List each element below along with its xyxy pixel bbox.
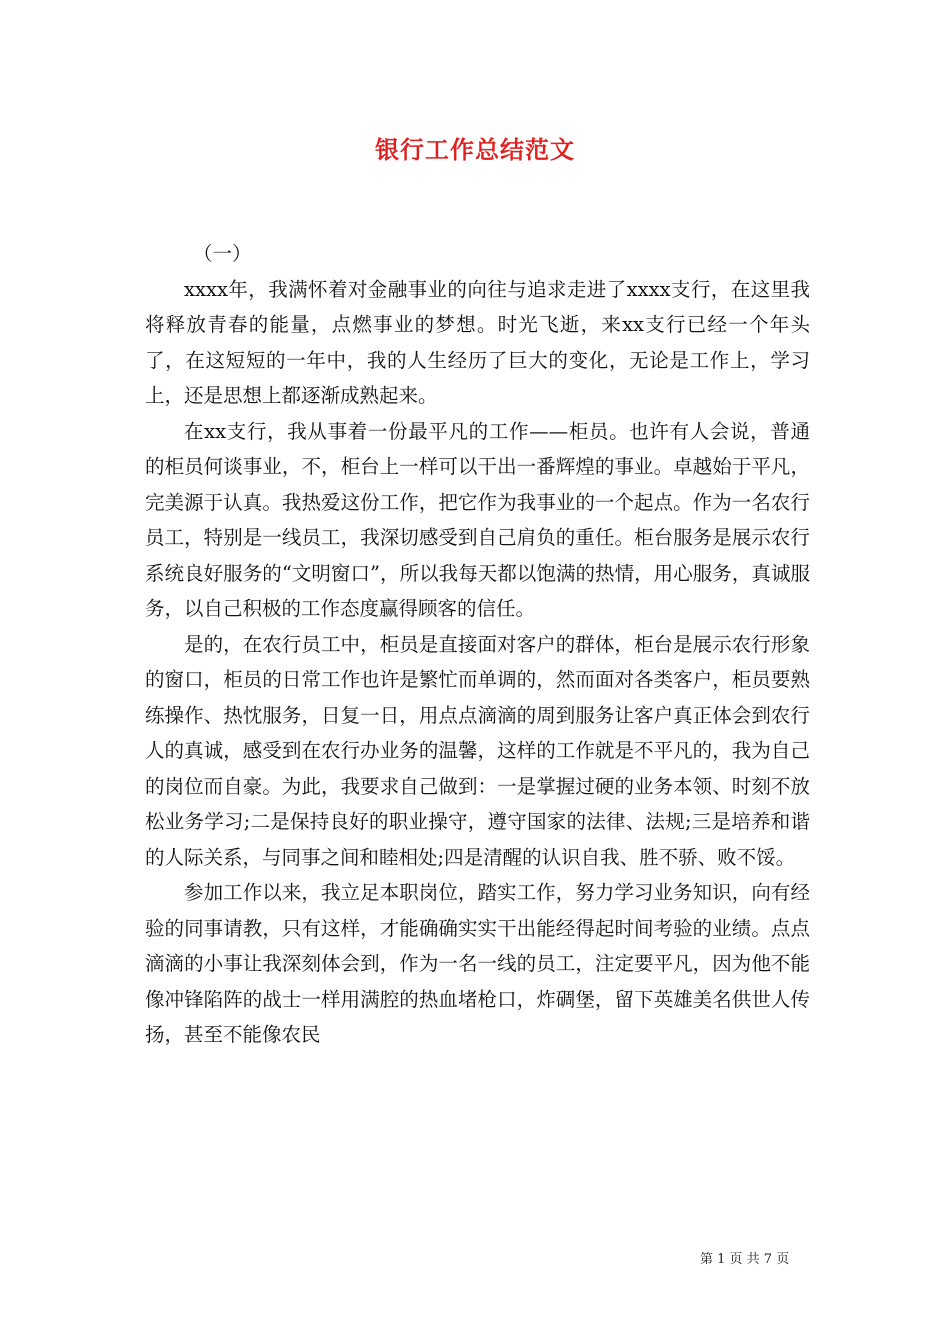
paragraph-3: 是的，在农行员工中，柜员是直接面对客户的群体，柜台是展示农行形象的窗口，柜员的日常工作也许是繁忙而单调的，然而面对各类客户，柜员要熟练操作、热忱服务，日复一日，用点点滴滴的周到服务让客户真正体会到农行人的真诚，感受到在农行办业务的温馨，这样的工作就是不平凡的，我为自己的岗位而自豪。为此，我要求自己做到：一是掌握过硬的业务本领、时刻不放松业务学习;二是保持良好的职业操守，遵守国家的法律、法规;三是培养和谐的人际关系，与同事之间和睦相处;四是清醒的认识自我、胜不骄、败不馁。: [145, 632, 810, 869]
paragraph-1: xxxx年，我满怀着对金融事业的向往与追求走进了xxxx支行，在这里我将释放青春的能量，点燃事业的梦想。时光飞逝，来xx支行已经一个年头了，在这短短的一年中，我的人生经历了巨大的变化，无论是工作上，学习上，还是思想上都逐渐成熟起来。: [145, 277, 810, 407]
page-indicator: 第 1 页 共 7 页: [700, 1252, 790, 1267]
section-label: （一）: [193, 242, 252, 265]
paragraph-4: 参加工作以来，我立足本职岗位，踏实工作，努力学习业务知识，向有经验的同事请教，只有这样，才能确确实实干出能经得起时间考验的业绩。点点滴滴的小事让我深刻体会到，作为一名一线的员工，注定要平凡，因为他不能像冲锋陷阵的战士一样用满腔的热血堵枪口，炸碉堡，留下英雄美名供世人传扬，甚至不能像农民: [145, 881, 810, 1046]
document-body: [145, 236, 810, 1053]
document-title: 银行工作总结范文: [375, 135, 575, 164]
paragraph-2: 在xx支行，我从事着一份最平凡的工作——柜员。也许有人会说，普通的柜员何谈事业，不，柜台上一样可以干出一番辉煌的事业。卓越始于平凡，完美源于认真。我热爱这份工作，把它作为我事业的一个起点。作为一名农行员工，特别是一线员工，我深切感受到自己肩负的重任。柜台服务是展示农行系统良好服务的“文明窗口”，所以我每天都以饱满的热情，用心服务，真诚服务，以自己积极的工作态度赢得顾客的信任。: [145, 419, 810, 620]
